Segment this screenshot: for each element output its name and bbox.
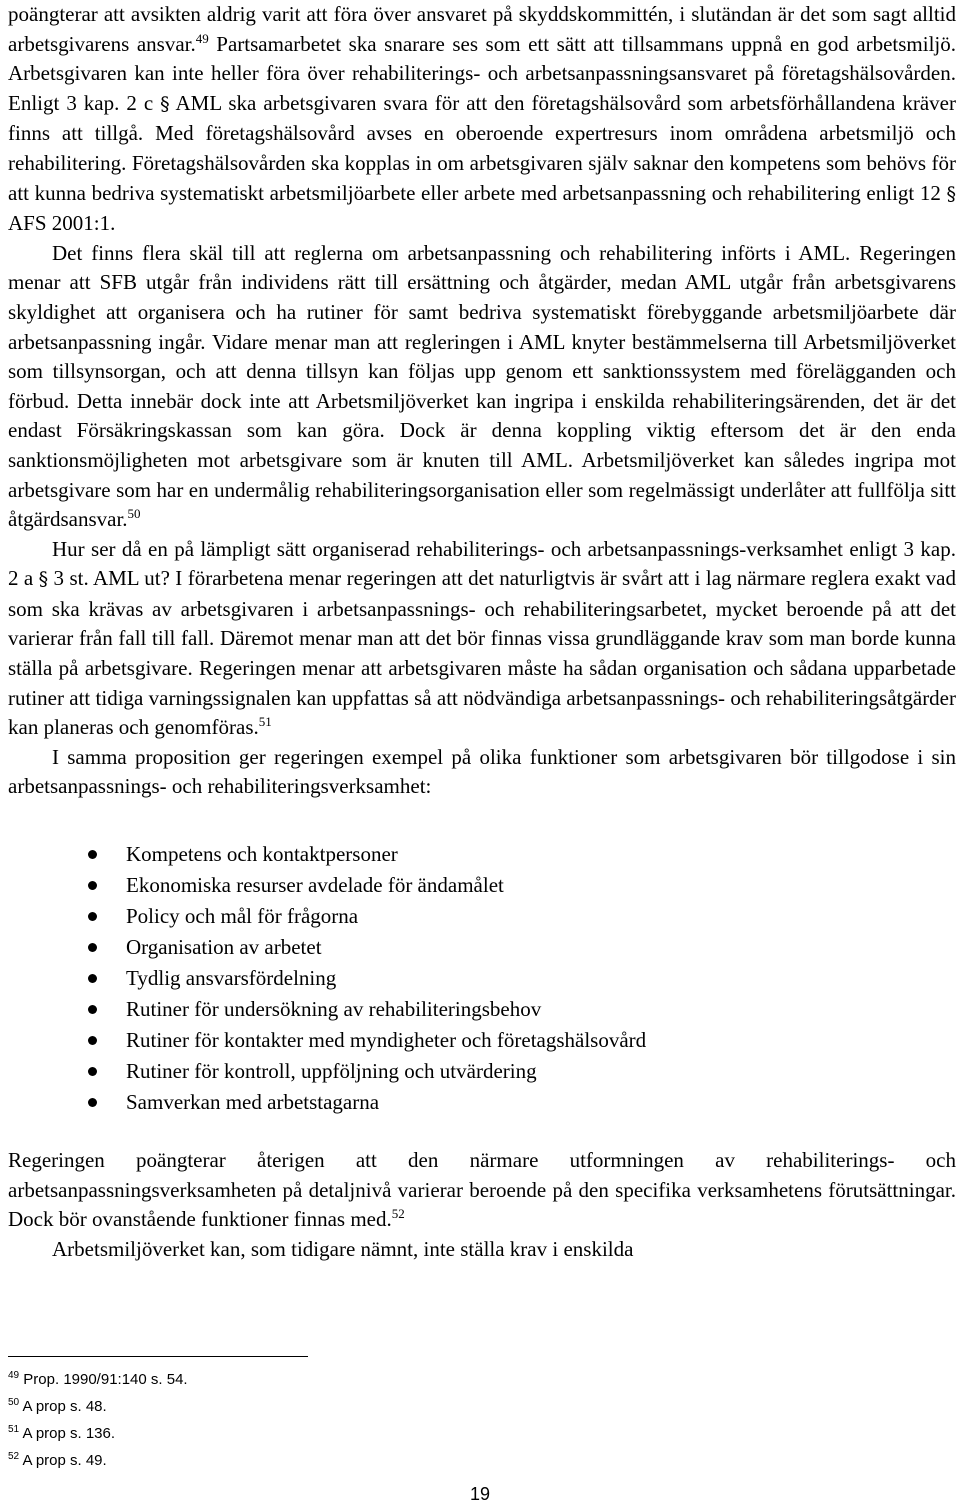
paragraph-3	[8, 535, 956, 743]
list-item-label: Ekonomiska resurser avdelade för ändamålet	[126, 873, 504, 898]
list-item-label: Kompetens och kontaktpersoner	[126, 842, 398, 867]
document-page	[8, 0, 956, 1264]
paragraph-text: Partsamarbetet ska snarare ses som ett sätt att tillsammans uppnå en god arbetsmiljö. Arbetsgivaren kan inte heller föra över rehabiliterings- och arbetsanpassningsansvaret på företagshälsovården. Enligt 3 kap. 2 c	[8, 31, 956, 115]
list-item	[126, 870, 956, 901]
footnote-text: A prop s. 136.	[22, 1425, 116, 1442]
footnote-ref[interactable]: 52	[391, 1206, 405, 1222]
bullet-icon	[88, 912, 97, 921]
bullet-icon	[88, 974, 97, 983]
list-item-label: Organisation av arbetet	[126, 935, 322, 960]
bullet-icon	[88, 1005, 97, 1014]
paragraph-text: Det finns flera skäl till att reglerna om arbetsanpassning och rehabilitering införts i AML. Regeringen menar att SFB utgår från individens rätt till ersättning och åtgärder, medan AML utgår från arbetsgivarens skyldighet att organisera och ha rutiner för samt bedriva systematiskt förebyggande arbetsmiljöarbete där arbetsanpassning ingår. Vidare menar man att regleringen i AML knyter bestämmelserna till Arbetsmiljöverket som tillsynsorgan, och att denna tillsyn kan följas upp genom ett sanktionssystem med förelägganden och förbud. Detta innebär dock inte att Arbetsmiljöverket kan ingripa i enskilda rehabiliteringsärenden, det är det endast Försäkringskassan som kan göra. Dock är denna koppling viktig eftersom det är den enda sanktionsmöjligheten mot arbetsgivare som är knuten till AML. Arbetsmiljöverket kan således ingripa mot arbetsgivare som har en undermålig rehabiliteringsorganisation eller som regelmässigt underlåter att fullfölja sitt åtgärdsansvar.	[8, 240, 956, 532]
list-item	[126, 1025, 956, 1056]
spacer	[8, 1118, 956, 1146]
footnote-ref[interactable]: 51	[258, 714, 272, 730]
footnote-text: A prop s. 48.	[22, 1398, 107, 1415]
bullet-icon	[88, 1036, 97, 1045]
paragraph-text: Hur ser då en på lämpligt sätt organiserad rehabiliterings- och arbetsanpassnings-verksamhet enligt 3 kap. 2 a	[8, 536, 956, 591]
paragraph-6: Arbetsmiljöverket kan, som tidigare nämnt, inte ställa krav i enskilda	[52, 1236, 634, 1261]
footnote-separator	[8, 1356, 308, 1357]
bullet-icon	[88, 881, 97, 890]
paragraph-2	[8, 239, 956, 535]
paragraph-text: AFS 2001:1.	[8, 211, 116, 236]
list-item-label: Rutiner för undersökning av rehabiliteringsbehov	[126, 997, 542, 1022]
list-item-label: Rutiner för kontakter med myndigheter och företagshälsovård	[126, 1028, 647, 1053]
paragraph-text: Regeringen poängterar återigen att den närmare utformningen av rehabiliterings- och arbetsanpassningsverksamheten på detaljnivå varierar beroende på den specifika verksamhetens förutsättningar. Dock bör ovanstående funktioner finnas med.	[8, 1148, 956, 1232]
footnote-text: Prop. 1990/91:140 s. 54.	[23, 1371, 188, 1388]
list-item-label: Tydlig ansvarsfördelning	[126, 966, 337, 991]
footnote	[8, 1447, 188, 1474]
paragraph-text: AML ska arbetsgivaren svara för att den företagshälsovård som arbetsförhållandena kräver finns att tillgå. Med företagshälsovård avses en oberoende expertresurs inom områdena arbetsmiljö och rehabilitering. Företagshälsovården ska kopplas in om arbetsgivaren själv saknar den kompetens som behövs för att kunna bedriva systematiskt arbetsmiljöarbete eller arbete med arbetsanpassning och rehabilitering enligt 12	[8, 90, 956, 205]
footnote-text: A prop s. 49.	[22, 1452, 107, 1469]
list-item-label: Rutiner för kontroll, uppföljning och utvärdering	[126, 1059, 537, 1084]
footnote	[8, 1393, 188, 1420]
footnote-number: 49	[8, 1370, 20, 1381]
bullet-icon	[88, 850, 97, 859]
list-item	[126, 1056, 956, 1087]
footnotes	[8, 1366, 188, 1474]
list-item-label: Samverkan med arbetstagarna	[126, 1090, 380, 1115]
list-item	[126, 901, 956, 932]
paragraph-4: I samma proposition ger regeringen exempel på olika funktioner som arbetsgivaren bör tillgodose i sin arbetsanpassnings- och rehabiliteringsverksamhet:	[8, 744, 956, 799]
section-symbol: §	[160, 92, 170, 115]
footnote-number: 50	[8, 1397, 20, 1408]
footnote	[8, 1366, 188, 1393]
footnote-number: 51	[8, 1424, 20, 1435]
list-item	[126, 1087, 956, 1118]
bullet-list	[8, 839, 956, 1118]
section-symbol: §	[38, 568, 49, 591]
list-item	[126, 932, 956, 963]
footnote-ref[interactable]: 50	[127, 506, 141, 522]
section-symbol: §	[946, 182, 956, 205]
page-number: 19	[469, 1484, 491, 1504]
footnote-number: 52	[8, 1451, 20, 1462]
bullet-icon	[88, 1067, 97, 1076]
list-item	[126, 994, 956, 1025]
footnote-ref[interactable]: 49	[195, 30, 209, 46]
paragraph-text: poängterar att avsikten aldrig varit att föra över ansvaret på skyddskommittén, i slutändan är det som sagt alltid arbetsgivarens ansvar.	[8, 2, 956, 56]
paragraph-5	[8, 1146, 956, 1235]
paragraph-1	[8, 0, 956, 239]
list-item	[126, 839, 956, 870]
bullet-icon	[88, 1098, 97, 1107]
list-item-label: Policy och mål för frågorna	[126, 904, 359, 929]
bullet-icon	[88, 943, 97, 952]
paragraph-text: 3 st. AML ut? I förarbetena menar regeringen att det naturligtvis är svårt att i lag närmare reglera exakt vad som ska krävas av arbetsgivaren i arbetsanpassnings- och rehabiliteringsarbetet, mycket beroende på att det varierar från fall till fall. Däremot menar man att det bör finnas vissa grundläggande krav som man borde kunna ställa på arbetsgivare. Regeringen menar att arbetsgivaren måste ha sådan organisation och sådana upparbetade rutiner att tidiga varningssignalen kan uppfattas så att nödvändiga arbetsanpassnings- och rehabiliteringsåtgärder kan planeras och genomföras.	[8, 566, 957, 740]
list-item	[126, 963, 956, 994]
footnote	[8, 1420, 188, 1447]
